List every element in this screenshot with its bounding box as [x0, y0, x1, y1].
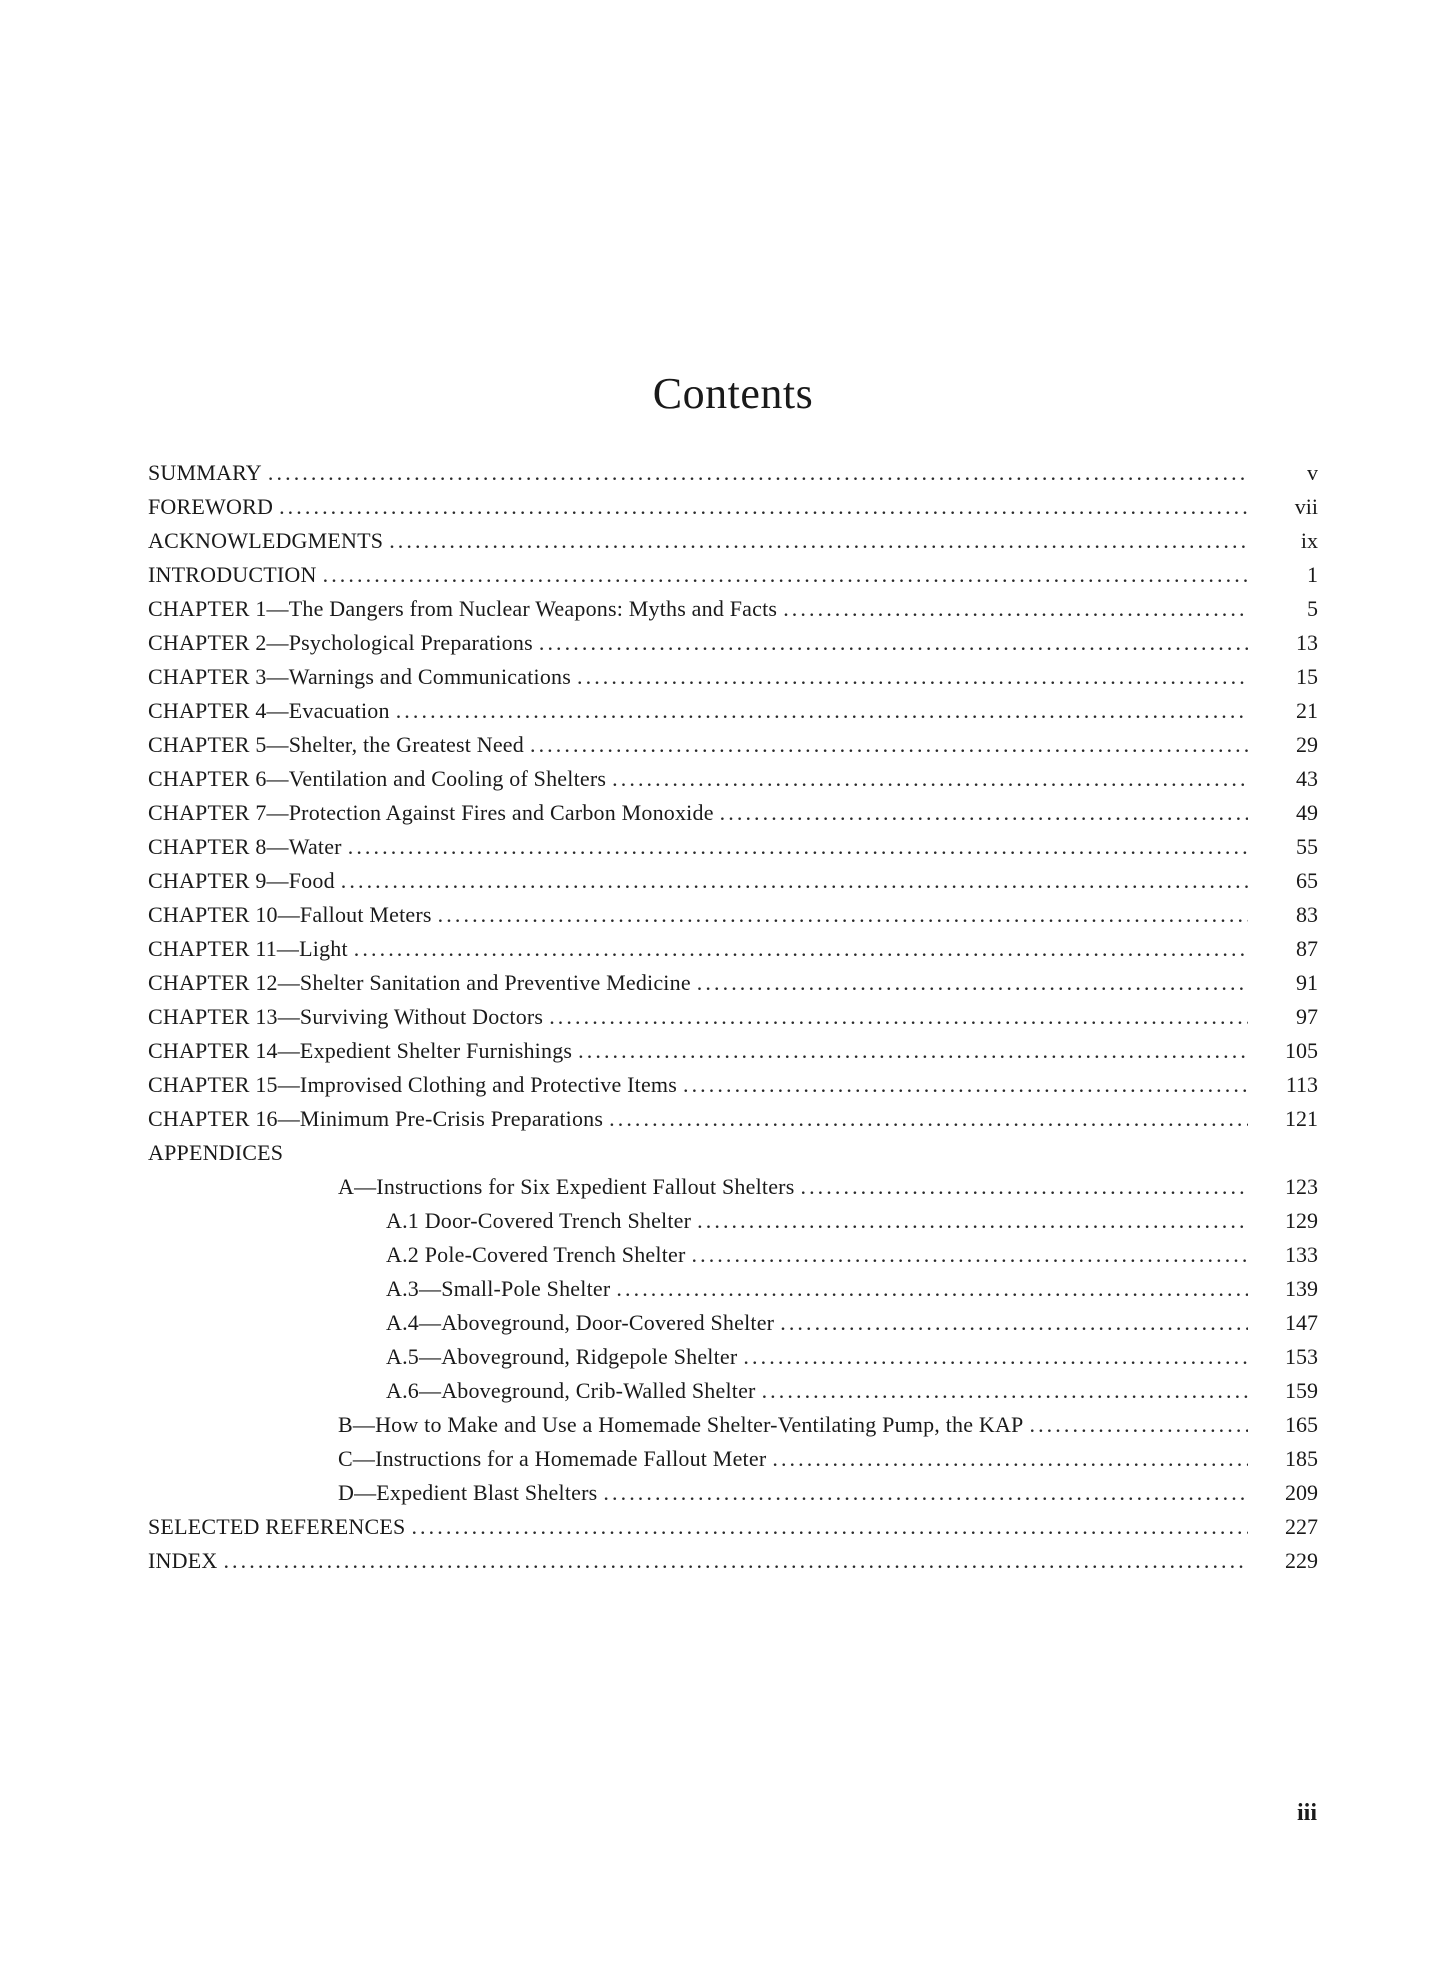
toc-entry-chapter-16[interactable]: [148, 1102, 1318, 1136]
toc-entry-label: CHAPTER 7—Protection Against Fires and Carbon Monoxide: [148, 800, 714, 825]
dot-leader: [692, 1238, 1249, 1272]
toc-entry-chapter-7[interactable]: [148, 796, 1318, 830]
dot-leader: [389, 524, 1248, 558]
toc-entry-page: 121: [1285, 1106, 1318, 1131]
toc-entry-label: CHAPTER 12—Shelter Sanitation and Preventive Medicine: [148, 970, 691, 995]
toc-entry-label: CHAPTER 4—Evacuation: [148, 698, 390, 723]
toc-entry-chapter-5[interactable]: [148, 728, 1318, 762]
toc-entry-index[interactable]: [148, 1544, 1318, 1578]
toc-entry-chapter-9[interactable]: [148, 864, 1318, 898]
toc-entry-label: SUMMARY: [148, 460, 262, 485]
toc-entry-page: 123: [1285, 1174, 1318, 1199]
toc-entry-chapter-6[interactable]: [148, 762, 1318, 796]
toc-entry-appendix-a5[interactable]: [148, 1340, 1318, 1374]
dot-leader: [800, 1170, 1248, 1204]
toc-entry-summary[interactable]: [148, 456, 1318, 490]
dot-leader: [411, 1510, 1248, 1544]
toc-entry-chapter-13[interactable]: [148, 1000, 1318, 1034]
toc-entry-label: FOREWORD: [148, 494, 274, 519]
toc-entry-label: D—Expedient Blast Shelters: [338, 1480, 598, 1505]
toc-entry-label: CHAPTER 2—Psychological Preparations: [148, 630, 533, 655]
toc-entry-acknowledgments[interactable]: [148, 524, 1318, 558]
toc-entry-appendix-a3[interactable]: [148, 1272, 1318, 1306]
toc-entry-page: 43: [1296, 766, 1318, 791]
toc-entry-page: 83: [1296, 902, 1318, 927]
toc-entry-page: 55: [1296, 834, 1318, 859]
toc-entry-page: 91: [1296, 970, 1318, 995]
toc-entry-label: CHAPTER 11—Light: [148, 936, 348, 961]
toc-entry-page: 165: [1285, 1412, 1318, 1437]
toc-entry-page: ix: [1300, 528, 1318, 553]
dot-leader: [783, 592, 1248, 626]
toc-entry-chapter-4[interactable]: [148, 694, 1318, 728]
toc-entry-label: CHAPTER 8—Water: [148, 834, 342, 859]
toc-entry-label: CHAPTER 9—Food: [148, 868, 335, 893]
toc-entry-page: vii: [1294, 494, 1318, 519]
toc-entry-label: INDEX: [148, 1548, 218, 1573]
toc-entry-label: SELECTED REFERENCES: [148, 1514, 406, 1539]
toc-entry-chapter-12[interactable]: [148, 966, 1318, 1000]
toc-entry-label: CHAPTER 6—Ventilation and Cooling of Shelters: [148, 766, 607, 791]
toc-entry-chapter-15[interactable]: [148, 1068, 1318, 1102]
toc-section-appendices: [148, 1136, 1318, 1170]
toc-entry-appendix-d[interactable]: [148, 1476, 1318, 1510]
toc-entry-page: 209: [1285, 1480, 1318, 1505]
toc-entry-selected-references[interactable]: [148, 1510, 1318, 1544]
toc-entry-chapter-8[interactable]: [148, 830, 1318, 864]
toc-entry-appendix-a[interactable]: [148, 1170, 1318, 1204]
toc-entry-label: CHAPTER 3—Warnings and Communications: [148, 664, 571, 689]
toc-entry-chapter-14[interactable]: [148, 1034, 1318, 1068]
toc-entry-page: 21: [1296, 698, 1318, 723]
toc-entry-page: 49: [1296, 800, 1318, 825]
toc-entry-chapter-10[interactable]: [148, 898, 1318, 932]
toc-entry-page: 15: [1296, 664, 1318, 689]
dot-leader: [762, 1374, 1248, 1408]
dot-leader: [697, 966, 1248, 1000]
toc-entry-label: A—Instructions for Six Expedient Fallout Shelters: [338, 1174, 795, 1199]
dot-leader: [341, 864, 1248, 898]
page-title: Contents: [652, 369, 814, 418]
dot-leader: [578, 1034, 1248, 1068]
toc-entry-appendix-a2[interactable]: [148, 1238, 1318, 1272]
toc-entry-page: 129: [1285, 1208, 1318, 1233]
toc-entry-label: CHAPTER 5—Shelter, the Greatest Need: [148, 732, 524, 757]
toc-entry-label: B—How to Make and Use a Homemade Shelter-Ventilating Pump, the KAP: [338, 1412, 1024, 1437]
toc-entry-page: 133: [1285, 1242, 1318, 1267]
dot-leader: [780, 1306, 1248, 1340]
toc-entry-label: A.1 Door-Covered Trench Shelter: [386, 1208, 692, 1233]
toc-entry-chapter-11[interactable]: [148, 932, 1318, 966]
toc-entry-appendix-a4[interactable]: [148, 1306, 1318, 1340]
dot-leader: [348, 830, 1248, 864]
dot-leader: [612, 762, 1248, 796]
toc-entry-label: CHAPTER 13—Surviving Without Doctors: [148, 1004, 544, 1029]
dot-leader: [438, 898, 1248, 932]
toc-entry-chapter-1[interactable]: [148, 592, 1318, 626]
dot-leader: [616, 1272, 1248, 1306]
toc-entry-label: INTRODUCTION: [148, 562, 317, 587]
toc-entry-label: CHAPTER 14—Expedient Shelter Furnishings: [148, 1038, 573, 1063]
dot-leader: [549, 1000, 1248, 1034]
toc-entry-page: 13: [1296, 630, 1318, 655]
dot-leader: [354, 932, 1248, 966]
toc-entry-appendix-a6[interactable]: [148, 1374, 1318, 1408]
dot-leader: [772, 1442, 1248, 1476]
dot-leader: [1029, 1408, 1248, 1442]
toc-entry-introduction[interactable]: [148, 558, 1318, 592]
toc-entry-label: A.5—Aboveground, Ridgepole Shelter: [386, 1344, 738, 1369]
toc-entry-page: 153: [1285, 1344, 1318, 1369]
dot-leader: [609, 1102, 1248, 1136]
dot-leader: [539, 626, 1248, 660]
toc-entry-label: CHAPTER 10—Fallout Meters: [148, 902, 432, 927]
dot-leader: [223, 1544, 1248, 1578]
dot-leader: [323, 558, 1248, 592]
dot-leader: [268, 456, 1248, 490]
dot-leader: [683, 1068, 1248, 1102]
toc-entry-chapter-2[interactable]: [148, 626, 1318, 660]
toc-entry-label: A.2 Pole-Covered Trench Shelter: [386, 1242, 686, 1267]
toc-entry-page: 65: [1296, 868, 1318, 893]
toc-entry-page: 97: [1296, 1004, 1318, 1029]
toc-entry-page: 87: [1296, 936, 1318, 961]
toc-entry-appendix-c[interactable]: [148, 1442, 1318, 1476]
dot-leader: [577, 660, 1248, 694]
toc-entry-label: APPENDICES: [148, 1140, 284, 1165]
toc-entry-appendix-b[interactable]: [148, 1408, 1318, 1442]
dot-leader: [279, 490, 1248, 524]
dot-leader: [720, 796, 1248, 830]
dot-leader: [743, 1340, 1248, 1374]
toc-entry-chapter-3[interactable]: [148, 660, 1318, 694]
toc-entry-label: A.4—Aboveground, Door-Covered Shelter: [386, 1310, 775, 1335]
toc-entry-appendix-a1[interactable]: [148, 1204, 1318, 1238]
toc-entry-label: C—Instructions for a Homemade Fallout Meter: [338, 1446, 767, 1471]
toc-entry-foreword[interactable]: [148, 490, 1318, 524]
toc-entry-page: 113: [1285, 1072, 1318, 1097]
dot-leader: [530, 728, 1248, 762]
toc-entry-label: A.6—Aboveground, Crib-Walled Shelter: [386, 1378, 756, 1403]
toc-entry-page: 105: [1285, 1038, 1318, 1063]
toc-entry-label: CHAPTER 16—Minimum Pre-Crisis Preparations: [148, 1106, 604, 1131]
toc-entry-page: 159: [1285, 1378, 1318, 1403]
toc-entry-label: CHAPTER 1—The Dangers from Nuclear Weapons: Myths and Facts: [148, 596, 778, 621]
toc-entry-page: 227: [1285, 1514, 1318, 1539]
dot-leader: [603, 1476, 1248, 1510]
table-of-contents: [148, 456, 1318, 1578]
toc-entry-page: 139: [1285, 1276, 1318, 1301]
dot-leader: [396, 694, 1248, 728]
page-number: iii: [1296, 1800, 1317, 1826]
toc-entry-page: v: [1307, 460, 1318, 485]
toc-entry-page: 5: [1307, 596, 1318, 621]
dot-leader: [697, 1204, 1248, 1238]
toc-entry-label: ACKNOWLEDGMENTS: [148, 528, 384, 553]
toc-entry-page: 229: [1285, 1548, 1318, 1573]
toc-entry-label: CHAPTER 15—Improvised Clothing and Protective Items: [148, 1072, 677, 1097]
toc-entry-page: 185: [1285, 1446, 1318, 1471]
toc-entry-page: 1: [1307, 562, 1318, 587]
toc-entry-page: 147: [1285, 1310, 1318, 1335]
toc-entry-label: A.3—Small-Pole Shelter: [386, 1276, 611, 1301]
toc-entry-page: 29: [1296, 732, 1318, 757]
